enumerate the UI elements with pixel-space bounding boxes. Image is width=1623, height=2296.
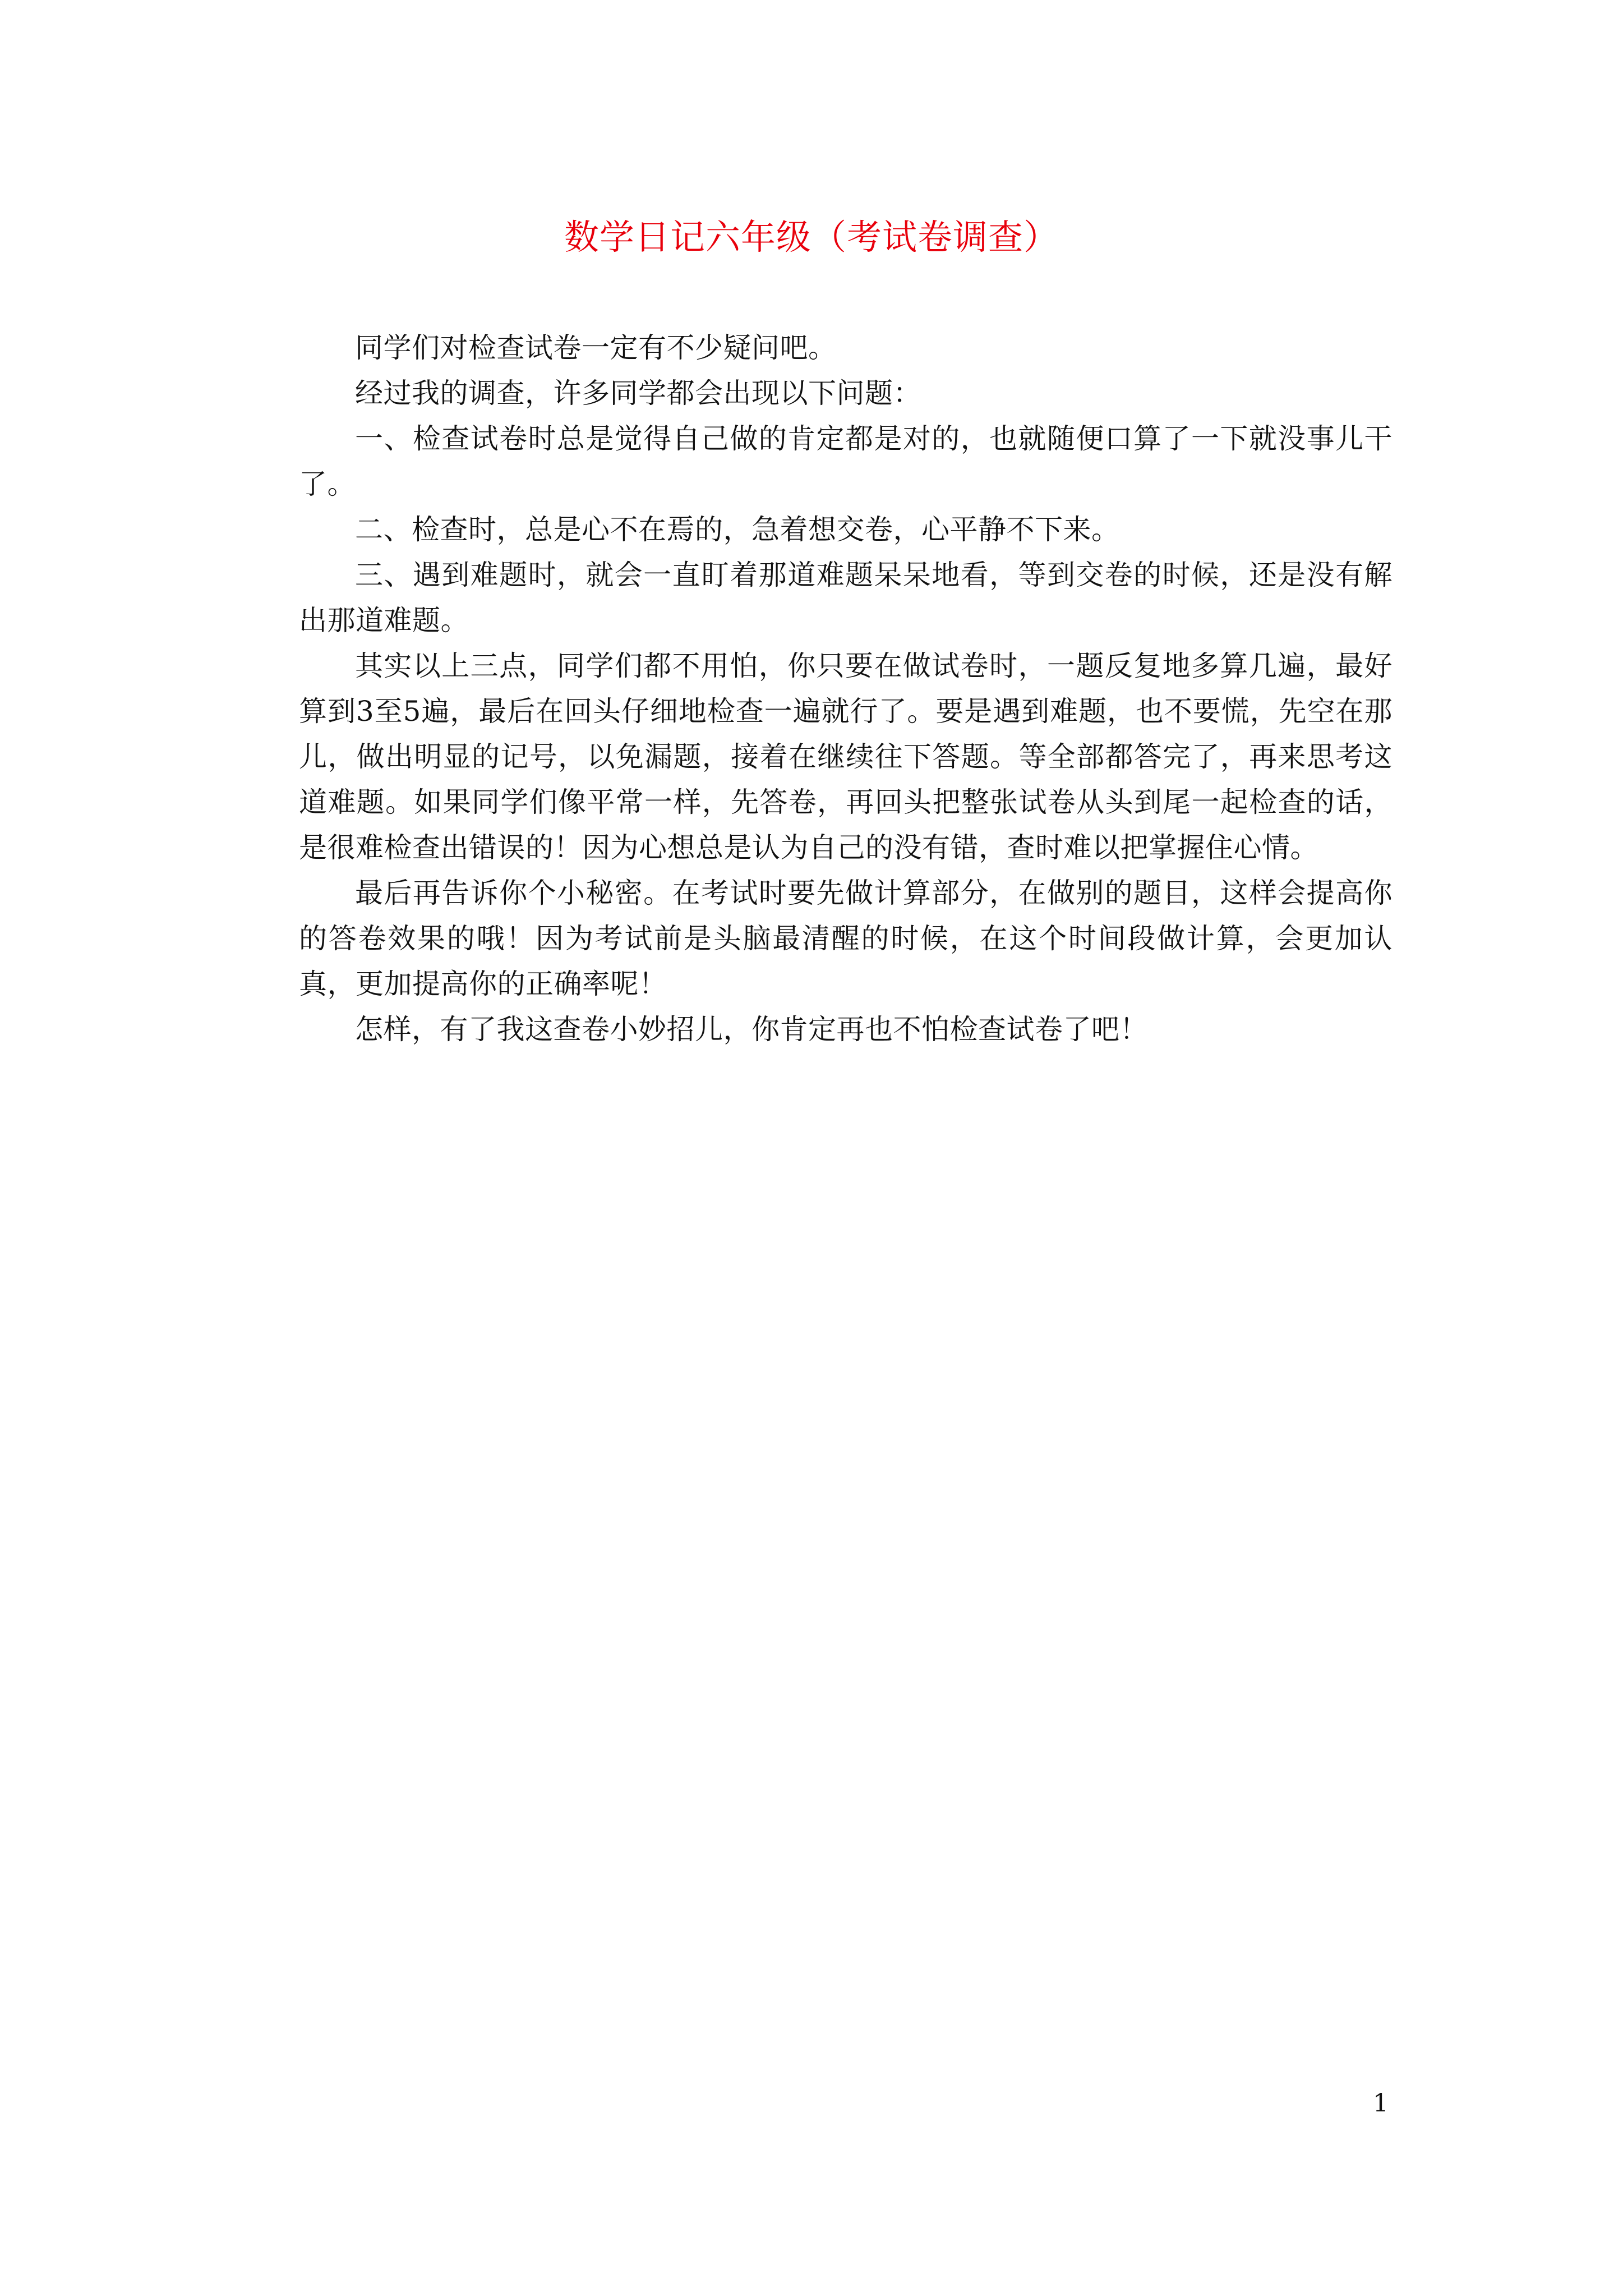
paragraph-secret: 最后再告诉你个小秘密。在考试时要先做计算部分，在做别的题目，这样会提高你的答卷效果的哦！因为考试前是头脑最清醒的时候，在这个时间段做计算，会更加认真，更加提高你的正确率呢！	[299, 877, 1393, 1000]
document-body	[299, 325, 1393, 1052]
paragraph-intro: 同学们对检查试卷一定有不少疑问吧。	[355, 332, 837, 364]
paragraph-conclusion: 怎样，有了我这查卷小妙招儿，你肯定再也不怕检查试卷了吧！	[355, 1013, 1148, 1046]
paragraph-survey: 经过我的调查，许多同学都会出现以下问题：	[355, 377, 921, 409]
paragraph-problem-3: 三、遇到难题时，就会一直盯着那道难题呆呆地看，等到交卷的时候，还是没有解出那道难题。	[299, 559, 1393, 637]
paragraph-advice: 其实以上三点，同学们都不用怕，你只要在做试卷时，一题反复地多算几遍，最好算到3至5遍，最后在回头仔细地检查一遍就行了。要是遇到难题，也不要慌，先空在那儿，做出明显的记号，以免漏题，接着在继续往下答题。等全部都答完了，再来思考这道难题。如果同学们像平常一样，先答卷，再回头把整张试卷从头到尾一起检查的话，是很难检查出错误的！因为心想总是认为自己的没有错，查时难以把掌握住心情。	[299, 650, 1393, 864]
paragraph-problem-1: 一、检查试卷时总是觉得自己做的肯定都是对的，也就随便口算了一下就没事儿干了。	[299, 422, 1393, 500]
paragraph-problem-2: 二、检查时，总是心不在焉的，急着想交卷，心平静不下来。	[355, 513, 1120, 546]
page-number: 1	[1373, 2089, 1389, 2118]
document-title: 数学日记六年级（考试卷调查）	[564, 217, 1059, 257]
